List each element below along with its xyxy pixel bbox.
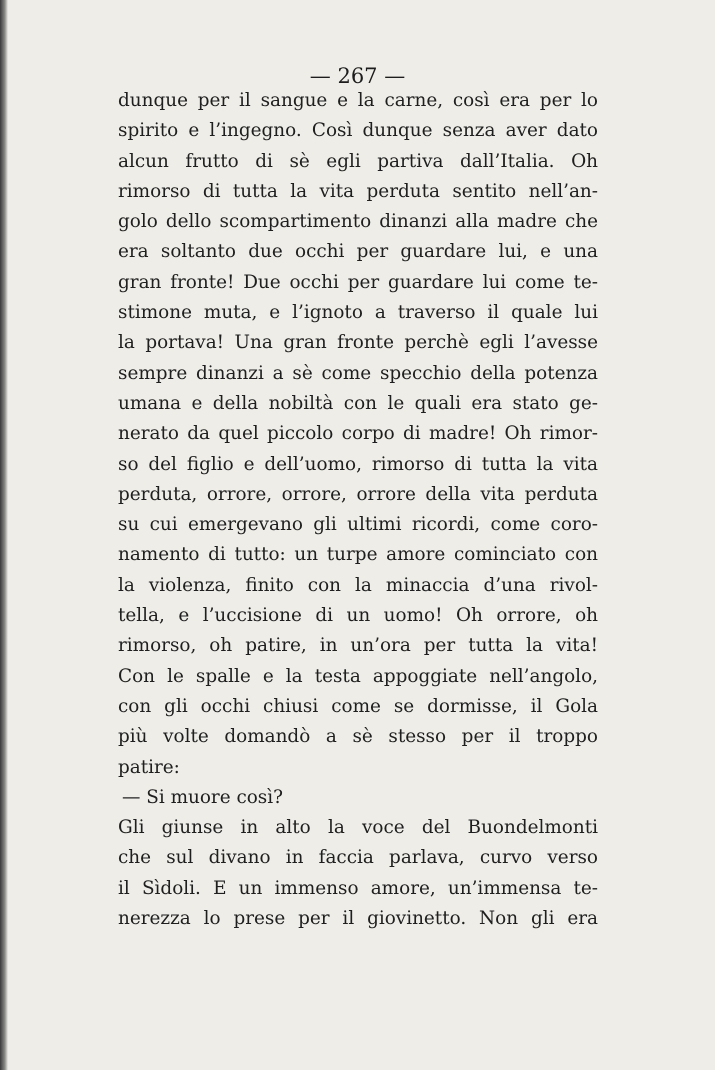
text-line: rimorso di tutta la vita perduta sentito nell’an- [118,180,598,202]
text-line: dunque per il sangue e la carne, così era per lo [118,90,598,111]
text-line: con gli occhi chiusi come se dormisse, il Gola [118,695,598,717]
text-line: che sul divano in faccia parlava, curvo verso [118,847,598,869]
text-line: golo dello scompartimento dinanzi alla madre che [118,211,598,233]
text-line: perduta, orrore, orrore, orrore della vita perduta [118,483,598,505]
text-line: gran fronte! Due occhi per guardare lui come te- [118,271,598,293]
page-number: — 267 — [309,64,406,88]
text-line: nerezza lo prese per il giovinetto. Non gli era [118,908,598,930]
text-line: patire: [118,756,180,778]
text-line: Gli giunse in alto la voce del Buondelmonti [118,817,598,839]
text-line: rimorso, oh patire, in un’ora per tutta la vita! [118,635,598,657]
text-line-dialogue: — Si muore così? [122,786,283,808]
text-line: la violenza, finito con la minaccia d’una rivol- [118,574,598,596]
text-line: sempre dinanzi a sè come specchio della potenza [118,362,598,384]
text-line: nerato da quel piccolo corpo di madre! Oh rimor- [118,423,598,445]
text-line: alcun frutto di sè egli partiva dall’Italia. Oh [118,150,598,172]
text-line: spirito e l’ingegno. Così dunque senza aver dato [118,120,598,142]
text-line: la portava! Una gran fronte perchè egli l’avesse [118,332,598,354]
text-line: so del figlio e dell’uomo, rimorso di tutta la vita [118,453,598,475]
text-line: umana e della nobiltà con le quali era stato ge- [118,392,598,414]
body-text [118,86,598,934]
text-line: più volte domandò a sè stesso per il troppo [118,726,598,748]
text-line: Con le spalle e la testa appoggiate nell’angolo, [118,665,598,687]
text-line: su cui emergevano gli ultimi ricordi, come coro- [118,514,598,536]
text-line: tella, e l’uccisione di un uomo! Oh orrore, oh [118,605,598,627]
text-line: il Sìdoli. E un immenso amore, un’immensa te- [118,877,598,899]
text-line: namento di tutto: un turpe amore cominciato con [118,544,598,566]
page-spine-shadow [0,0,8,1070]
text-line: era soltanto due occhi per guardare lui, e una [118,241,598,263]
text-line: stimone muta, e l’ignoto a traverso il quale lui [118,302,598,324]
